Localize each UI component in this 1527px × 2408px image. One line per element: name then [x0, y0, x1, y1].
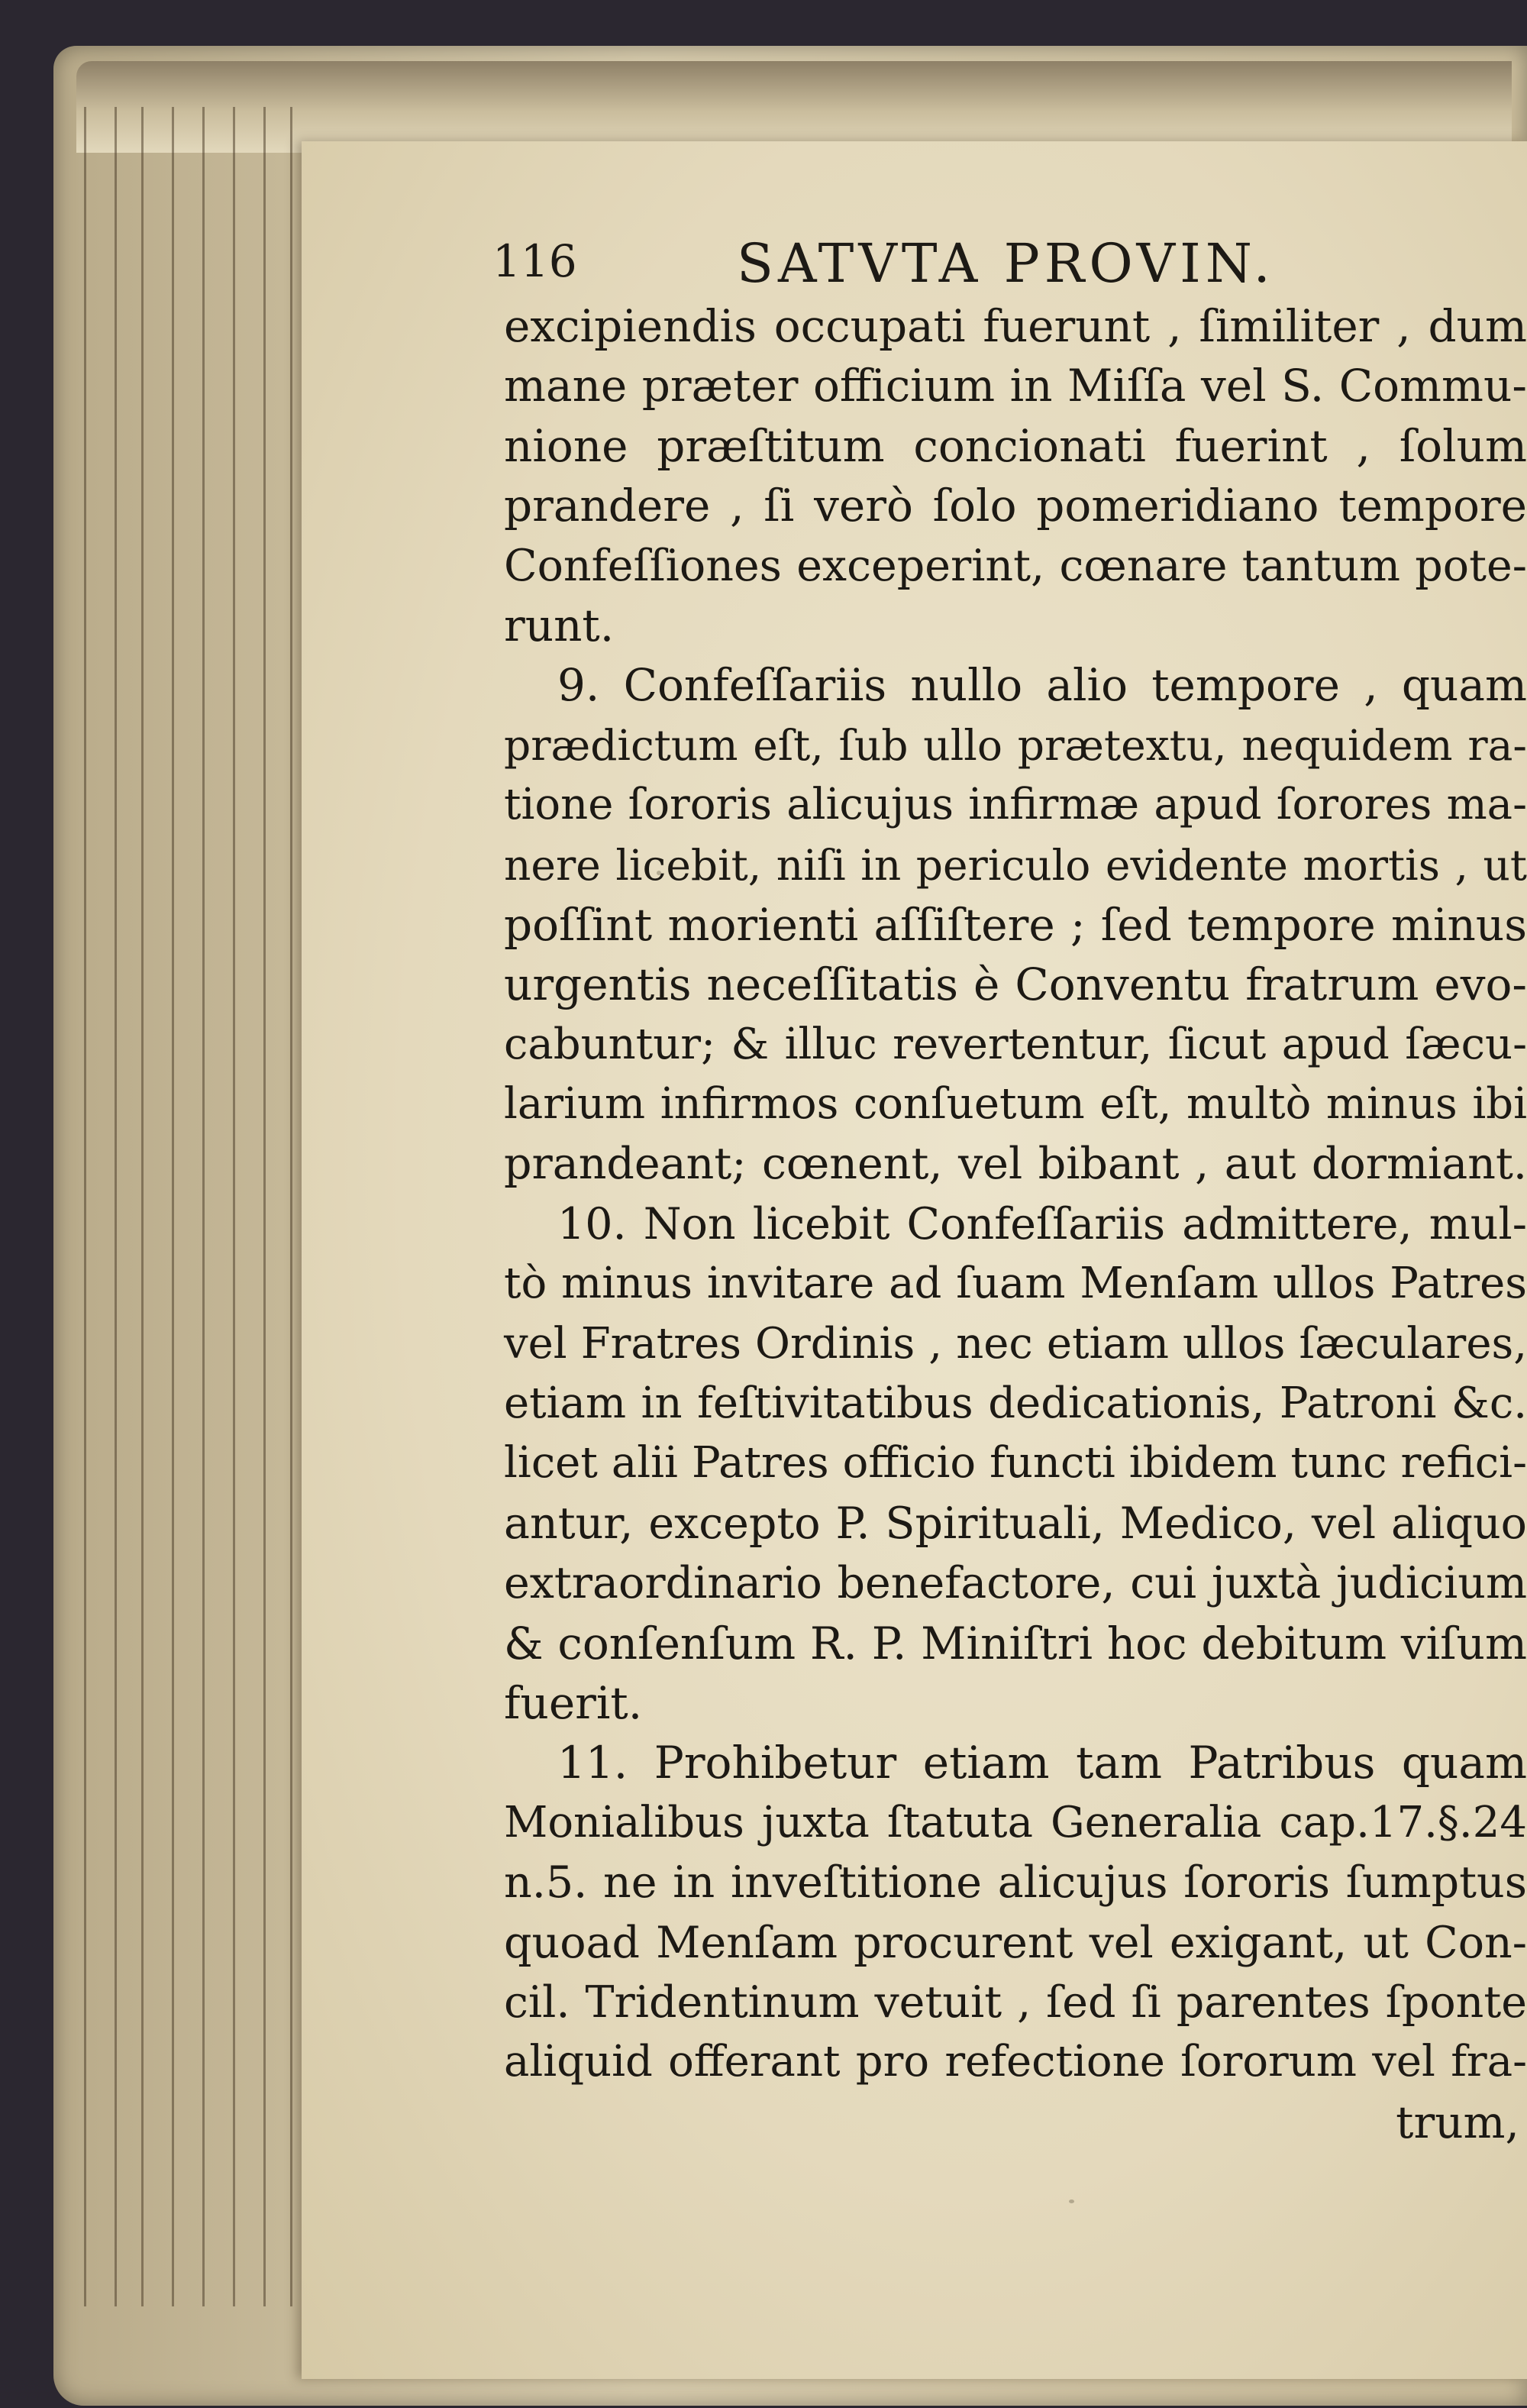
- text-line: extraordinario benefactore, cui juxtà judicium: [504, 1558, 1527, 1609]
- page-edge-line: [290, 107, 292, 2306]
- text-line: urgentis neceſſitatis è Conventu fratrum evo-: [504, 958, 1527, 1011]
- text-line: tò minus invitare ad ſuam Menſam ullos Patres: [504, 1259, 1527, 1309]
- text-line: quoad Menſam procurent vel exigant, ut Con-: [504, 1917, 1527, 1968]
- text-line: larium infirmos conſuetum eſt, multò minus ibi: [504, 1079, 1527, 1130]
- text-line: nere licebit, niſi in periculo evidente mortis , ut: [504, 840, 1527, 890]
- page-number: 116: [492, 235, 577, 287]
- running-head: [492, 232, 1485, 304]
- text-line: cabuntur; & illuc revertentur, ſicut apud ſæcu-: [504, 1019, 1527, 1069]
- text-line: etiam in feſtivitatibus dedicationis, Patroni &c.: [504, 1379, 1527, 1429]
- text-line: fuerit.: [504, 1676, 643, 1729]
- paragraph-10-start: 10. Non licebit Confeſſariis admittere, mul-: [557, 1198, 1527, 1249]
- text-line: tione ſororis alicujus infirmæ apud ſorores ma-: [504, 780, 1527, 830]
- text-line: & conſenſum R. P. Miniſtri hoc debitum viſum: [504, 1617, 1527, 1669]
- page-edge-line: [141, 107, 144, 2306]
- text-line: Confeſſiones exceperint, cœnare tantum pote-: [504, 540, 1527, 591]
- text-line: Monialibus juxta ſtatuta Generalia cap.17.§.24: [504, 1797, 1527, 1847]
- catchword: trum,: [1396, 2096, 1519, 2148]
- page-edge-line: [84, 107, 86, 2306]
- text-line: runt.: [504, 599, 615, 651]
- page-edge-line: [233, 107, 235, 2306]
- paper-speck: [1069, 2200, 1074, 2203]
- text-line: excipiendis occupati fuerunt , ſimiliter , dum: [504, 300, 1527, 352]
- page-edge-line: [263, 107, 266, 2306]
- text-line: licet alii Patres officio functi ibidem tunc refici-: [504, 1438, 1527, 1488]
- text-line: vel Fratres Ordinis , nec etiam ullos ſæculares,: [504, 1318, 1527, 1369]
- text-line: antur, excepto P. Spirituali, Medico, vel aliquo: [504, 1498, 1527, 1549]
- text-line: aliquid offerant pro refectione ſororum vel fra-: [504, 2037, 1527, 2087]
- text-line: prædictum eſt, ſub ullo prætextu, nequidem ra-: [504, 720, 1527, 770]
- page-edge-line: [115, 107, 117, 2306]
- page-edge-line: [172, 107, 174, 2306]
- running-title: SATVTA PROVIN.: [737, 232, 1275, 295]
- text-line: cil. Tridentinum vetuit , ſed ſi parentes ſponte: [504, 1976, 1527, 2028]
- paragraph-9-start: 9. Confeſſariis nullo alio tempore , quam: [557, 659, 1527, 712]
- text-line: poſſint morienti aſſiſtere ; ſed tempore minus: [504, 898, 1527, 951]
- body-text: [504, 296, 1527, 2152]
- text-line: prandere , ſi verò ſolo pomeridiano tempore: [504, 480, 1527, 532]
- page-edge-line: [202, 107, 205, 2306]
- text-line: n.5. ne in inveſtitione alicujus ſororis ſumptus: [504, 1857, 1527, 1909]
- text-line: mane præter officium in Miſſa vel S. Commu-: [504, 360, 1527, 412]
- paragraph-11-start: 11. Prohibetur etiam tam Patribus quam: [557, 1737, 1527, 1789]
- text-line: nione præſtitum concionati fuerint , ſolum: [504, 419, 1527, 472]
- text-line: prandeant; cœnent, vel bibant , aut dormiant.: [504, 1139, 1527, 1190]
